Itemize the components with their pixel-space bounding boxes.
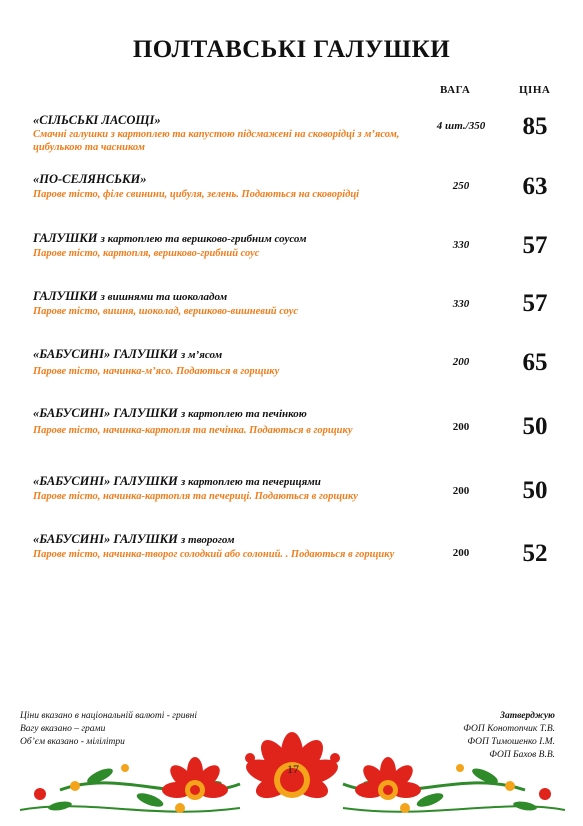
item-price: 85 [522,113,548,140]
item-weight: 330 [452,239,470,251]
item-name-suffix: з картоплею та печінкою [180,408,307,420]
signatory: ФОП Конотопчик Т.В. [463,724,555,734]
item-description: Парове тісто, начинка-картопля та печінка. Подаються в горщику [33,425,353,436]
page-title: ПОЛТАВСЬКІ ГАЛУШКИ [132,36,451,63]
item-name: ГАЛУШКИ [33,289,98,303]
item-price: 57 [522,290,548,317]
item-description: Парове тісто, вишня, шоколад, вершково-вишневий соус [33,306,299,317]
item-title [33,172,423,187]
item-title [33,231,423,247]
item-description: Парове тісто, начинка-м’ясо. Подаються в горщику [33,366,280,377]
item-title [33,113,423,128]
page-number: 17 [287,762,299,776]
item-name-suffix: з картоплею та печерицями [180,476,321,488]
signatory: ФОП Бахов В.В. [489,750,555,760]
volume-note: Об’єм вказано - мілілітри [20,737,125,747]
item-price: 50 [522,413,548,440]
item-name: «СІЛЬСЬКІ ЛАСОЩІ» [33,113,161,127]
item-name: «БАБУСИНІ» ГАЛУШКИ [33,406,178,420]
item-price: 63 [522,173,548,200]
item-name: «ПО-СЕЛЯНСЬКИ» [33,172,147,186]
floral-ornament-icon [0,728,583,826]
item-title [33,289,423,305]
item-price: 57 [522,232,548,259]
approve-label: Затверджую [500,711,555,721]
item-title [33,532,423,548]
item-name: ГАЛУШКИ [33,231,98,245]
currency-note: Ціни вказано в національній валюті - гривні [20,711,197,721]
item-weight upright: 200 [452,356,470,368]
item-name: «БАБУСИНІ» ГАЛУШКИ [33,474,178,488]
item-weight: 200 [452,421,470,433]
weight-column-header: ВАГА [440,84,471,96]
item-description: Парове тісто, філе свинини, цибуля, зелень. Подаються на сковорідці [33,189,360,200]
item-title [33,347,423,363]
item-name: «БАБУСИНІ» ГАЛУШКИ [33,347,178,361]
item-weight: 250 [452,180,470,192]
item-price: 50 [522,477,548,504]
item-description: Парове тісто, картопля, вершково-грибний соус [33,248,260,259]
item-name-suffix: з м’ясом [180,349,223,361]
item-name: «БАБУСИНІ» ГАЛУШКИ [33,532,178,546]
item-weight: 330 [452,298,470,310]
item-weight: 200 [452,547,470,559]
item-title [33,474,423,490]
item-description: Парове тісто, начинка-творог солодкий або солоний. . Подаються в горщику [33,549,395,560]
item-weight: 4 шт./350 [436,120,486,132]
price-column-header: ЦІНА [519,84,551,96]
item-description: Смачні галушки з картоплею та капустою підсмажені на сковорідці з м’ясом, цибулькою та часником [33,129,400,153]
item-name-suffix: з вишнями та шоколадом [100,291,228,303]
item-name-suffix: з творогом [180,534,235,546]
item-price: 52 [522,540,548,567]
item-name-suffix: з картоплею та вершково-грибним соусом [100,233,307,245]
item-title [33,406,423,422]
item-price: 65 [522,349,548,376]
signatory: ФОП Тимошенко І.М. [467,737,555,747]
item-weight: 200 [452,485,470,497]
weight-note: Вагу вказано – грами [20,724,106,734]
item-description: Парове тісто, начинка-картопля та печериці. Подаються в горщику [33,491,358,502]
